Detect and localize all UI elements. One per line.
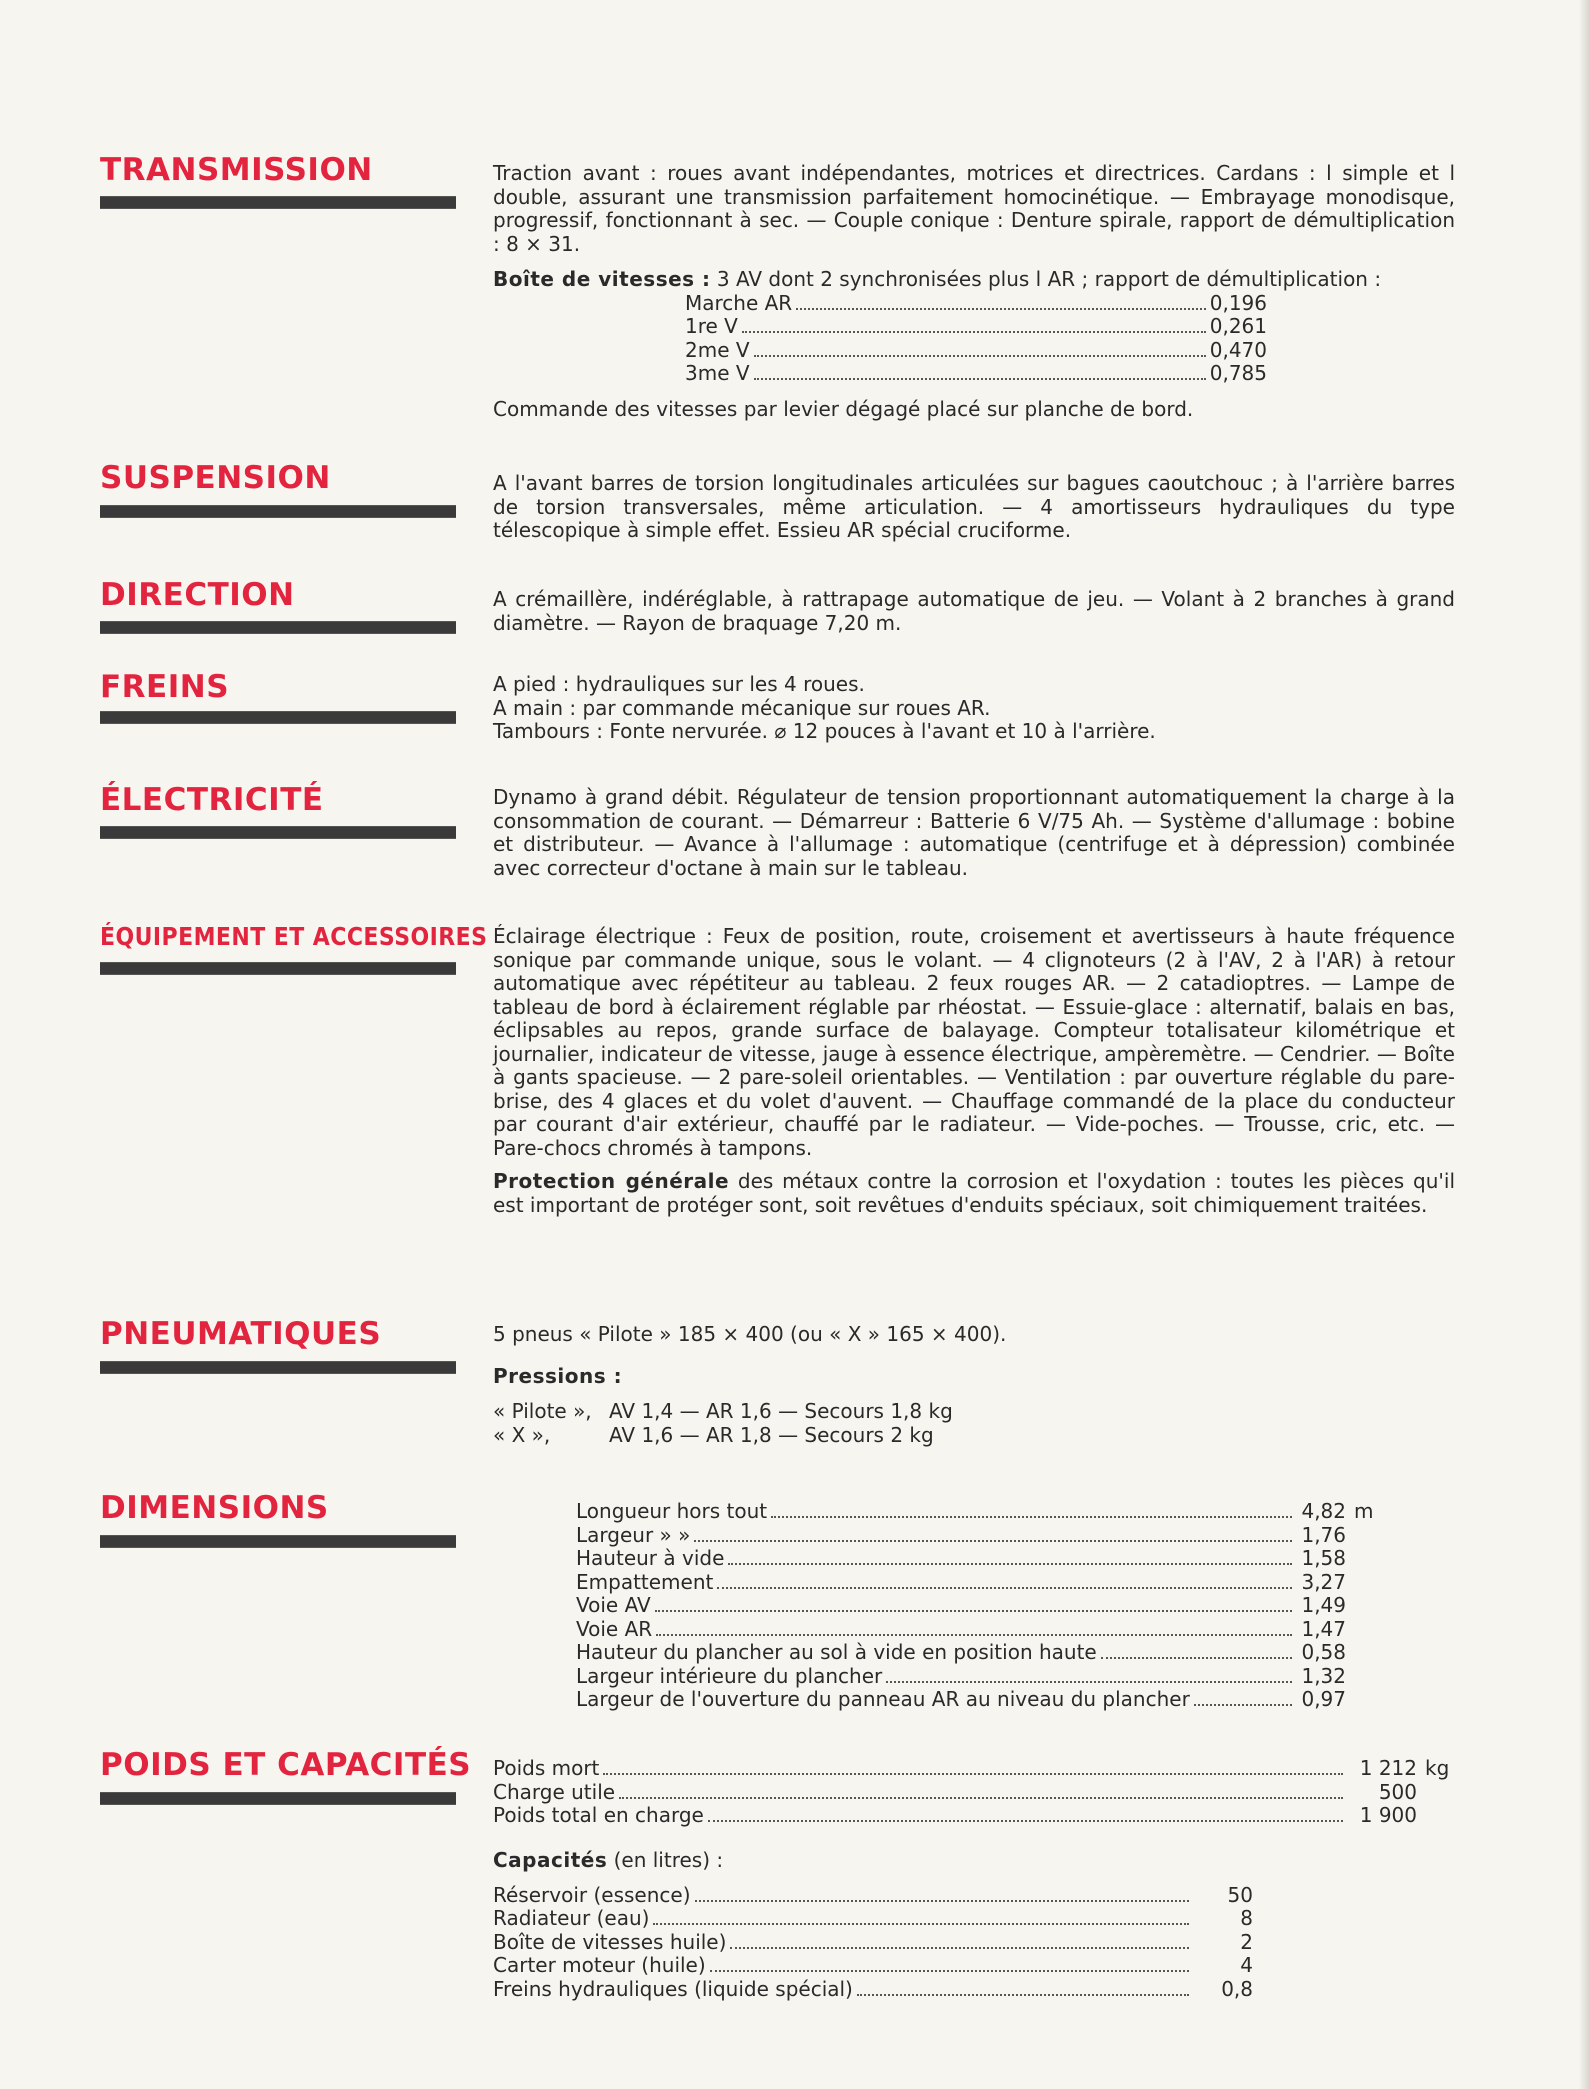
capacite-row: Freins hydrauliques (liquide spécial) 0,8 — [493, 1976, 1253, 2001]
electricite-text: Dynamo à grand débit. Régulateur de tension proportionnant automatiquement la charge à la consommation de courant. — Démarreur : Batterie 6 V/75 Ah. — Système d'allumage : bobine et distributeur. — Avance à l'allumage : automatique (centrifuge et à dépression) combinée avec correcteur d'octane à main sur le tableau. — [493, 785, 1455, 880]
dimension-row: Empattement 3,27 — [576, 1569, 1346, 1594]
rule-transmission — [100, 196, 456, 209]
capacites-label: Capacités — [493, 1847, 608, 1872]
electricite-body — [493, 786, 1455, 880]
capacite-row: Réservoir (essence) 50 — [493, 1882, 1253, 1907]
rule-equipement — [100, 962, 456, 975]
rule-direction — [100, 621, 456, 634]
transmission-body — [493, 162, 1455, 421]
dimension-row: Largeur » » 1,76 — [576, 1522, 1346, 1547]
poids-row: Poids total en charge 1 900 — [493, 1803, 1417, 1827]
heading-equipement: ÉQUIPEMENT ET ACCESSOIRES — [100, 922, 488, 951]
poids-row: Poids mort 1 212 kg — [493, 1757, 1455, 1781]
pression-row: « Pilote », AV 1,4 — AR 1,6 — Secours 1,8 kg — [493, 1399, 953, 1423]
dimension-row: Hauteur à vide 1,58 — [576, 1546, 1346, 1570]
protection-label: Protection générale — [493, 1169, 730, 1193]
capacites-note: (en litres) : — [613, 1847, 724, 1872]
heading-poids: POIDS ET CAPACITÉS — [100, 1747, 472, 1783]
capacites-table — [493, 1884, 1253, 2002]
gear-table — [685, 292, 1267, 386]
gear-row: 1re V 0,261 — [685, 314, 1267, 338]
capacite-row: Radiateur (eau) 8 — [493, 1906, 1253, 1930]
rule-freins — [100, 711, 456, 724]
rule-pneumatiques — [100, 1361, 456, 1374]
freins-line: Tambours : Fonte nervurée. ⌀ 12 pouces à l'avant et 10 à l'arrière. — [493, 719, 1156, 743]
heading-direction: DIRECTION — [100, 577, 295, 613]
dimension-row: Hauteur du plancher au sol à vide en position haute 0,58 — [576, 1640, 1346, 1664]
gearbox-text: 3 AV dont 2 synchronisées plus l AR ; rapport de démultiplication : — [716, 267, 1382, 291]
equipement-text: Éclairage électrique : Feux de position, route, croisement et avertisseurs à haute fréquence sonique par commande unique, sous le volant. — 4 clignoteurs (2 à l'AV, 2 à l'AR) à retour automatique avec répétiteur au tableau. 2 feux rouges AR. — 2 catadioptres. — Lampe de tableau de bord à éclairement réglable par rhéostat. — Essuie-glace : alternatif, balais en bas, éclipsables au repos, grande surface de balayage. Compteur totalisateur kilométrique et journalier, indicateur de vitesse, jauge à essence électrique, ampèremètre. — Cendrier. — Boîte à gants spacieuse. — 2 pare-soleil orientables. — Ventilation : par ouverture réglable du pare-brise, des 4 glaces et du volet d'auvent. — Chauffage commandé de la place du conducteur par courant d'air extérieur, chauffé par le radiateur. — Vide-poches. — Trousse, cric, etc. — Pare-chocs chromés à tampons. — [493, 924, 1455, 1160]
rule-electricite — [100, 826, 456, 839]
heading-dimensions: DIMENSIONS — [100, 1490, 329, 1526]
dimension-row: Largeur de l'ouverture du panneau AR au niveau du plancher 0,97 — [576, 1687, 1346, 1711]
gear-command: Commande des vitesses par levier dégagé placé sur planche de bord. — [493, 396, 1194, 421]
heading-pneumatiques: PNEUMATIQUES — [100, 1316, 382, 1352]
freins-line: A pied : hydrauliques sur les 4 roues. — [493, 672, 865, 696]
gear-row: 3me V 0,785 — [685, 361, 1267, 385]
gearbox-label: Boîte de vitesses : — [493, 267, 711, 291]
freins-line: A main : par commande mécanique sur roues AR. — [493, 695, 991, 720]
dimension-unit: m — [1354, 1499, 1374, 1523]
dimension-row: Voie AR 1,47 — [576, 1616, 1346, 1641]
rule-suspension — [100, 505, 456, 518]
poids-row: Charge utile 500 — [493, 1779, 1417, 1804]
pressions-label: Pressions : — [493, 1363, 623, 1388]
heading-suspension: SUSPENSION — [100, 460, 331, 496]
dimension-row: Voie AV 1,49 — [576, 1593, 1346, 1617]
capacite-row: Carter moteur (huile) 4 — [493, 1953, 1253, 1977]
gear-row: 2me V 0,470 — [685, 337, 1267, 362]
pression-row: « X », AV 1,6 — AR 1,8 — Secours 2 kg — [493, 1422, 934, 1447]
capacites-heading — [493, 1848, 1455, 1872]
gearbox-line — [493, 268, 1455, 292]
protection-text: des métaux contre la corrosion et l'oxydation : toutes les pièces qu'il est important de protéger sont, soit revêtues d'enduits spéciaux, soit chimiquement traitées. — [493, 1169, 1456, 1217]
equipement-body — [493, 925, 1455, 1217]
rule-poids — [100, 1792, 456, 1805]
direction-text: A crémaillère, indéréglable, à rattrapage automatique de jeu. — Volant à 2 branches à grand diamètre. — Rayon de braquage 7,20 m. — [493, 587, 1455, 635]
poids-body — [493, 1757, 1455, 2001]
dimension-row: Largeur intérieure du plancher 1,32 — [576, 1663, 1346, 1688]
dimensions-table — [576, 1500, 1374, 1712]
suspension-text: A l'avant barres de torsion longitudinales articulées sur bagues caoutchouc ; à l'arrière barres de torsion transversales, même articulation. — 4 amortisseurs hydrauliques du type télescopique à simple effet. Essieu AR spécial cruciforme. — [493, 471, 1455, 542]
capacite-row: Boîte de vitesses huile) 2 — [493, 1929, 1253, 1954]
dimension-row: Longueur hors tout 4,82 m — [576, 1499, 1374, 1523]
direction-body — [493, 588, 1455, 635]
heading-freins: FREINS — [100, 669, 230, 705]
poids-unit: kg — [1425, 1756, 1450, 1780]
heading-electricite: ÉLECTRICITÉ — [100, 782, 324, 818]
transmission-text: Traction avant : roues avant indépendantes, motrices et directrices. Cardans : l simple et l double, assurant une transmission parfaitement homocinétique. — Embrayage monodisque, progressif, fonctionnant à sec. — Couple conique : Denture spirale, rapport de démultiplication : 8 × 31. — [493, 161, 1455, 256]
pneumatiques-text: 5 pneus « Pilote » 185 × 400 (ou « X » 165 × 400). — [493, 1322, 1007, 1346]
page-edge — [1579, 0, 1589, 2089]
freins-body — [493, 673, 1455, 744]
pneumatiques-body — [493, 1323, 1455, 1447]
suspension-body — [493, 472, 1455, 543]
pressions-table — [493, 1400, 1455, 1447]
protection-paragraph — [493, 1170, 1455, 1217]
gear-row: Marche AR 0,196 — [685, 290, 1267, 315]
rule-dimensions — [100, 1535, 456, 1548]
heading-transmission: TRANSMISSION — [100, 152, 373, 188]
